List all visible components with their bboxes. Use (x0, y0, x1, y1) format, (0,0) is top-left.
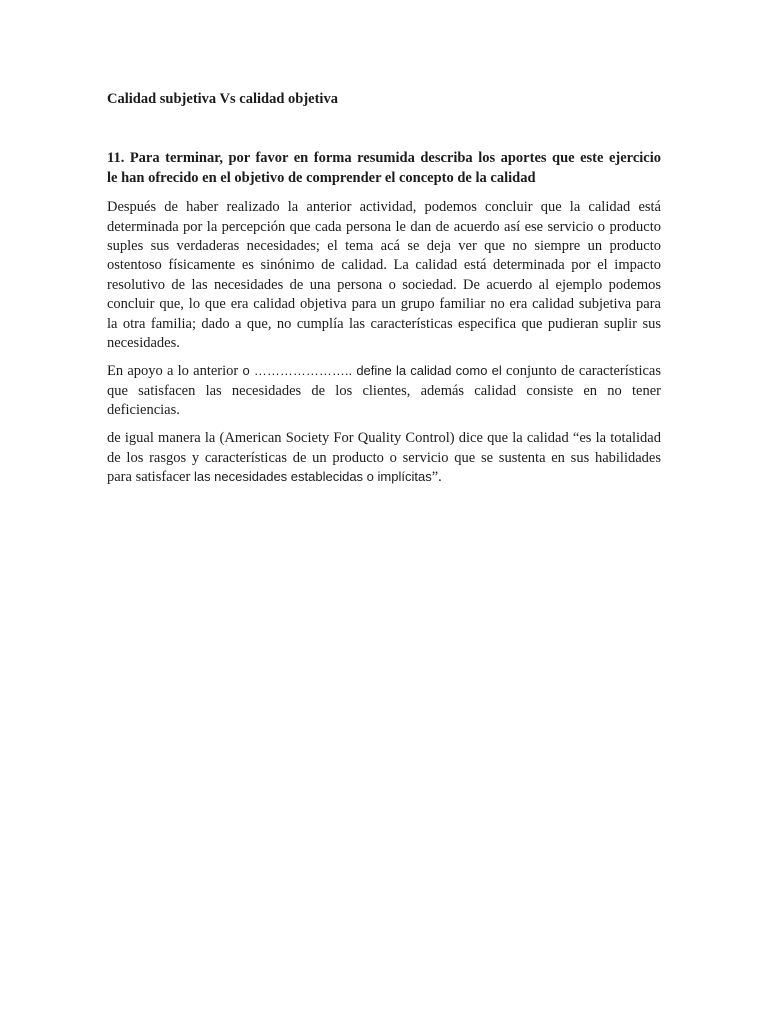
inserted-text: o ………………….. define la calidad como el (242, 363, 502, 379)
question-line: le han ofrecido en el objetivo de comprender el concepto de la calidad (107, 169, 536, 186)
paragraph-line: de igual manera la (American Society For Quality Control) dice que la calidad “es la totalidad (107, 430, 661, 447)
document-body (107, 90, 661, 497)
line-text: ”. (431, 469, 442, 486)
paragraph-line: determinada por la percepción que cada persona le dan de acuerdo así ese servicio o producto (107, 218, 661, 235)
paragraph-line (107, 468, 661, 487)
paragraph-line: suples sus verdaderas necesidades; el tema acá se deja ver que no siempre un producto (107, 237, 661, 254)
paragraph-line: de los rasgos y características de un producto o servicio que se sustenta en sus habilidades (107, 449, 661, 466)
paragraph-line: concluir que, lo que era calidad objetiva para un grupo familiar no era calidad subjetiva para (107, 296, 661, 313)
answer-paragraph-2 (107, 362, 661, 420)
paragraph-line: la otra familia; dado a que, no cumplía las características especifica que pudieran suplir sus (107, 315, 661, 332)
paragraph-line: necesidades. (107, 334, 180, 351)
line-text: En apoyo a lo anterior (107, 363, 243, 380)
document-title: Calidad subjetiva Vs calidad objetiva (107, 91, 338, 107)
answer-paragraph-1 (107, 198, 661, 353)
question-heading (107, 149, 661, 188)
paragraph-line: resolutivo de las necesidades de una persona o sociedad. De acuerdo al ejemplo podemos (107, 276, 661, 293)
paragraph-line (107, 362, 661, 381)
paragraph-line: deficiencias. (107, 402, 180, 419)
quoted-text: las necesidades establecidas o implícitas (193, 469, 432, 485)
answer-paragraph-3 (107, 429, 661, 487)
question-line: 11. Para terminar, por favor en forma resumida describa los aportes que este ejercicio (107, 150, 661, 167)
paragraph-line: ostentoso físicamente es sinónimo de calidad. La calidad está determinada por el impacto (107, 257, 661, 274)
paragraph-line: Después de haber realizado la anterior actividad, podemos concluir que la calidad está (107, 199, 661, 216)
line-text: para satisfacer (107, 469, 194, 486)
paragraph-line: que satisfacen las necesidades de los clientes, además calidad consiste en no tener (107, 382, 661, 399)
line-text: conjunto de características (501, 363, 661, 380)
